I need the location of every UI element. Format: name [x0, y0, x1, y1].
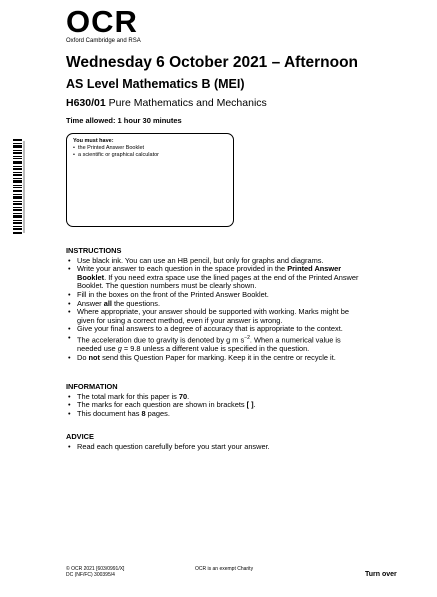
advice-item: • Read each question carefully before you start your answer. — [66, 443, 366, 452]
footer-copyright — [66, 566, 124, 578]
instruction-item: • Where appropriate, your answer should be supported with working. Marks might be given for using a correct method, even if your answer is wrong. — [66, 308, 366, 325]
instructions-section — [66, 247, 366, 362]
exam-date: Wednesday 6 October 2021 – Afternoon — [66, 54, 359, 71]
must-have-item: • the Printed Answer Booklet — [73, 145, 227, 152]
time-allowed: Time allowed: 1 hour 30 minutes — [66, 116, 182, 125]
must-have-item: • a scientific or graphical calculator — [73, 152, 227, 159]
information-heading: INFORMATION — [66, 382, 118, 391]
instruction-item: • Fill in the boxes on the front of the Printed Answer Booklet. — [66, 291, 366, 300]
instruction-item: • The acceleration due to gravity is denoted by g m $s^{-2}$. When a numerical value is needed use g = 9.8 unless a different value is specified in the question. — [66, 334, 366, 354]
barcode-image — [13, 139, 25, 235]
advice-heading: ADVICE — [66, 432, 94, 441]
advice-section — [66, 433, 366, 451]
information-item: • This document has 8 pages. — [66, 410, 366, 419]
instructions-heading: INSTRUCTIONS — [66, 246, 122, 255]
paper-title — [66, 97, 267, 110]
information-item: • The total mark for this paper is 70. — [66, 393, 366, 402]
must-have-list — [73, 145, 227, 159]
paper-code: H630/01 — [66, 97, 106, 109]
copyright-line: © OCR 2021 [603/0991/X] — [66, 566, 125, 572]
instructions-list — [66, 257, 366, 363]
ocr-logo-subtitle: Oxford Cambridge and RSA — [66, 38, 141, 44]
advice-list — [66, 443, 366, 452]
information-list — [66, 393, 366, 419]
dc-code: DC (NF/FC) 300395/4 — [66, 572, 115, 578]
information-item: • The marks for each question are shown in brackets [ ]. — [66, 401, 366, 410]
instruction-item: • Do not send this Question Paper for marking. Keep it in the centre or recycle it. — [66, 354, 366, 363]
turn-over-label: Turn over — [365, 571, 397, 578]
must-have-box — [66, 133, 234, 227]
instruction-item: • Use black ink. You can use an HB pencil, but only for graphs and diagrams. — [66, 257, 366, 266]
must-have-heading: You must have: — [73, 138, 114, 144]
qualification-title: AS Level Mathematics B (MEI) — [66, 77, 245, 91]
instruction-item: • Write your answer to each question in the space provided in the Printed Answer Booklet. If you need extra space use the lined pages at the end of the Printed Answer Booklet. The question numbers must be clearly shown. — [66, 265, 366, 291]
paper-name: Pure Mathematics and Mechanics — [108, 97, 267, 109]
ocr-logo-mark: OCR — [66, 4, 138, 39]
charity-note: OCR is an exempt Charity — [195, 566, 254, 572]
instruction-item: • Answer all the questions. — [66, 300, 366, 309]
instruction-item: • Give your final answers to a degree of accuracy that is appropriate to the context. — [66, 325, 366, 334]
ocr-logo — [66, 6, 156, 45]
information-section — [66, 383, 366, 418]
